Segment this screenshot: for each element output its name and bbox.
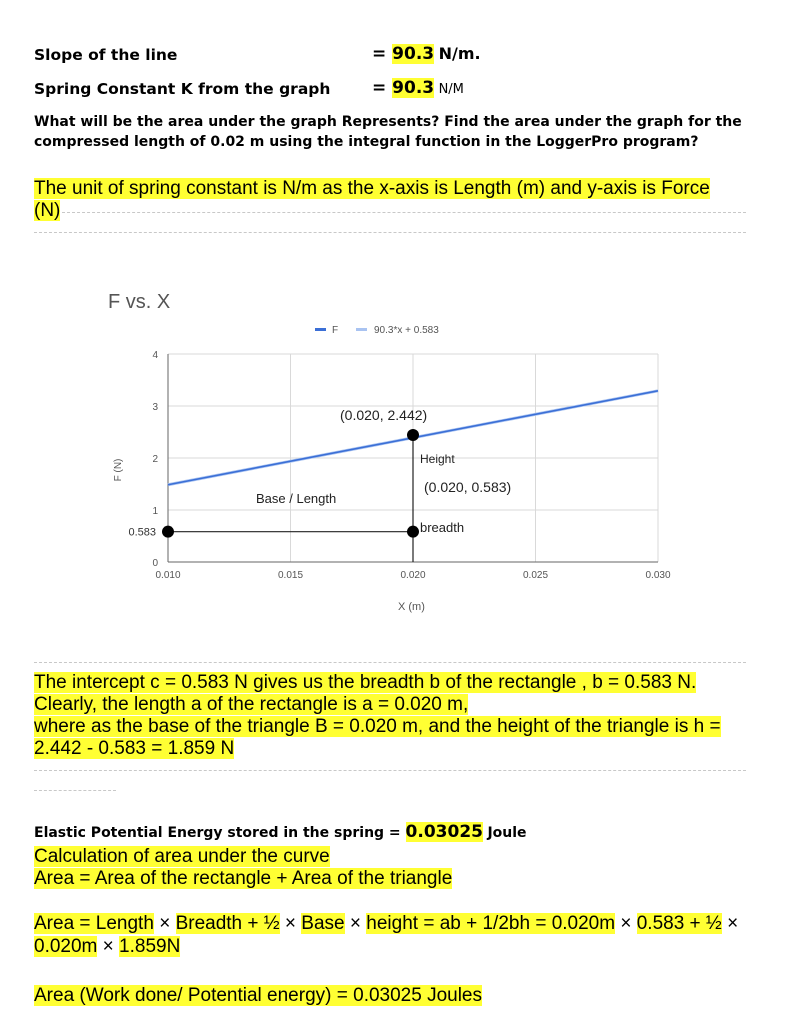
- formula-part-b: Breadth + ½: [175, 913, 280, 934]
- area-line-text: Area = Area of the rectangle + Area of the triangle: [34, 868, 453, 889]
- calc-line: [34, 846, 330, 868]
- formula-part-c: Base: [301, 913, 345, 934]
- formula-part-g: 1.859N: [119, 936, 181, 957]
- legend-fit-swatch: [356, 328, 367, 331]
- k-label: Spring Constant K from the graph: [34, 80, 331, 98]
- chart-title: F vs. X: [108, 291, 171, 313]
- explanation-text-3: where as the base of the triangle B = 0.020 m, and the height of the triangle is h =: [34, 716, 721, 737]
- point-label-mid: (0.020, 0.583): [424, 479, 512, 495]
- explanation-line-1: [34, 672, 696, 694]
- unit-answer-line-1: [34, 178, 710, 200]
- annotation-height: Height: [420, 452, 455, 466]
- area-line: [34, 868, 452, 890]
- formula-part-a: Area = Length: [34, 913, 154, 934]
- x-tick-label: 0.020: [400, 570, 426, 581]
- slope-equals: =: [372, 44, 393, 64]
- formula-part-f: 0.020m: [34, 936, 98, 957]
- y-tick-label: 1: [152, 506, 158, 517]
- x-tick-label: 0.025: [522, 570, 549, 581]
- result-line: [34, 985, 482, 1007]
- slope-unit: N/m.: [438, 44, 481, 63]
- times-2: ×: [284, 913, 297, 934]
- k-value-row: [372, 78, 464, 98]
- energy-row: [34, 822, 527, 842]
- point-label-top: (0.020, 2.442): [340, 407, 428, 423]
- times-4: ×: [620, 913, 632, 934]
- chart-ticks: [128, 350, 670, 581]
- annotation-breadth: breadth: [420, 520, 465, 535]
- question-line-1: What will be the area under the graph Represents? Find the area under the graph for the: [34, 114, 742, 130]
- data-point: [407, 429, 419, 441]
- annotation-base: Base / Length: [256, 491, 337, 506]
- divider-2: [34, 232, 746, 233]
- energy-value: 0.03025: [405, 822, 483, 842]
- x-tick-label: 0.030: [645, 570, 671, 581]
- k-value: 90.3: [392, 78, 435, 98]
- result-text: Area (Work done/ Potential energy) = 0.03025 Joules: [34, 985, 483, 1006]
- unit-answer-line-2: [34, 200, 60, 222]
- calc-line-text: Calculation of area under the curve: [34, 846, 330, 867]
- energy-label: Elastic Potential Energy stored in the spring =: [34, 825, 406, 841]
- explanation-text-2: Clearly, the length a of the rectangle is a = 0.020 m,: [34, 694, 469, 715]
- x-tick-label: 0.010: [155, 570, 181, 581]
- energy-unit: Joule: [487, 825, 527, 841]
- slope-value: 90.3: [392, 44, 435, 64]
- x-axis-label: X (m): [398, 601, 425, 613]
- unit-answer-text-2: (N): [34, 200, 61, 221]
- explanation-line-3: [34, 716, 721, 738]
- formula-part-e: 0.583 + ½: [636, 913, 722, 934]
- divider-1: [62, 212, 746, 213]
- y-tick-label: 2: [152, 454, 158, 465]
- divider-3: [34, 662, 746, 663]
- y-axis-label: F (N): [113, 458, 124, 482]
- k-equals: =: [372, 78, 393, 98]
- legend-series-label: F: [332, 325, 339, 336]
- k-unit: N/M: [438, 82, 464, 97]
- legend-fit-label: 90.3*x + 0.583: [374, 325, 439, 336]
- force-vs-extension-chart: [0, 270, 812, 630]
- slope-label: Slope of the line: [34, 46, 178, 64]
- explanation-text-4: 2.442 - 0.583 = 1.859 N: [34, 738, 235, 759]
- divider-4: [34, 770, 746, 771]
- legend-series-swatch: [315, 328, 326, 331]
- x-tick-label: 0.015: [277, 570, 304, 581]
- y-intercept-tick-label: 0.583: [128, 526, 156, 539]
- data-point: [162, 526, 174, 538]
- formula-line-1: [34, 913, 738, 935]
- divider-5: [34, 790, 116, 791]
- formula-part-d: height = ab + 1/2bh = 0.020m: [366, 913, 616, 934]
- times-3: ×: [349, 913, 361, 934]
- unit-answer-text-1: The unit of spring constant is N/m as the x-axis is Length (m) and y-axis is Force: [34, 178, 710, 199]
- chart-legend: [315, 325, 439, 336]
- times-1: ×: [159, 913, 171, 934]
- slope-value-row: [372, 44, 481, 64]
- y-tick-label: 4: [152, 350, 158, 361]
- times-6: ×: [102, 936, 114, 957]
- formula-line-2: [34, 936, 180, 958]
- y-tick-label: 3: [152, 402, 158, 413]
- times-5: ×: [727, 913, 739, 934]
- explanation-line-2: [34, 694, 468, 716]
- question-line-2: compressed length of 0.02 m using the integral function in the LoggerPro program?: [34, 134, 699, 150]
- data-point: [407, 526, 419, 538]
- y-tick-label: 0: [152, 558, 158, 569]
- explanation-text-1: The intercept c = 0.583 N gives us the breadth b of the rectangle , b = 0.583 N.: [34, 672, 697, 693]
- explanation-line-4: [34, 738, 234, 760]
